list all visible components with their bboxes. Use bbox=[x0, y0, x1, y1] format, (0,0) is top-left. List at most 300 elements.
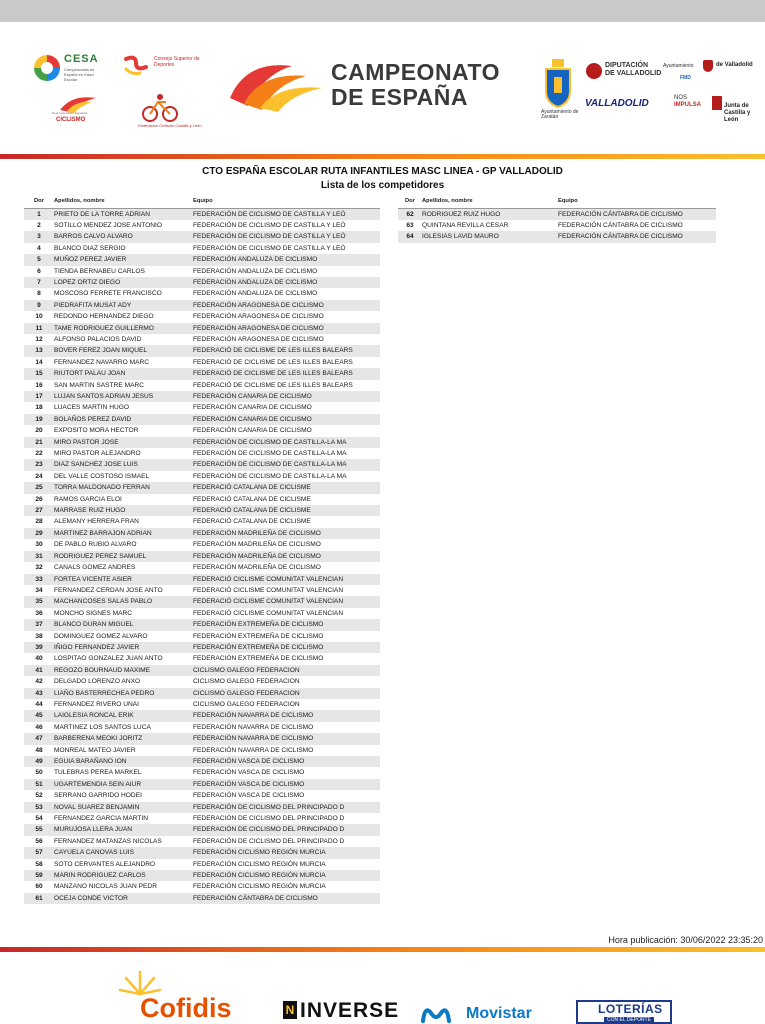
cell-name: TAME RODRIGUEZ GUILLERMO bbox=[54, 323, 193, 334]
cell-dor: 61 bbox=[24, 893, 54, 904]
fcyl-logo-icon bbox=[140, 92, 180, 122]
column-header-team: Equipo bbox=[193, 197, 380, 208]
cell-name: REDONDO HERNANDEZ DIEGO bbox=[54, 313, 154, 321]
cell-name: MONCHO SIGNES MARC bbox=[54, 609, 133, 617]
competitor-table-right bbox=[398, 197, 716, 243]
cell-name: LIAÑO BASTERRECHEA PEDRO bbox=[54, 688, 193, 699]
cesa-logo-icon bbox=[34, 55, 60, 81]
cell-dor: 60 bbox=[35, 883, 43, 891]
cell-dor: 14 bbox=[35, 358, 43, 366]
cell-dor: 8 bbox=[37, 290, 41, 298]
header-divider bbox=[0, 154, 765, 159]
cell-name: RODRIGUEZ RUIZ HUGO bbox=[422, 208, 558, 220]
cell-team: FEDERACIÓN VASCA DE CICLISMO bbox=[193, 779, 380, 790]
cell-dor: 57 bbox=[24, 847, 54, 858]
cell-team: FEDERACIÓN ARAGONESA DE CICLISMO bbox=[193, 313, 324, 321]
table-row bbox=[24, 745, 380, 756]
table-row bbox=[398, 231, 716, 242]
cell-team: FEDERACIÓN MADRILEÑA DE CICLISMO bbox=[193, 528, 380, 539]
diputacion-logo-text bbox=[605, 62, 661, 78]
table-row bbox=[24, 574, 380, 585]
table-row bbox=[24, 414, 380, 425]
cell-team: FEDERACIÓN CÁNTABRA DE CICLISMO bbox=[193, 893, 380, 904]
cell-dor: 39 bbox=[24, 642, 54, 653]
table-row bbox=[24, 425, 380, 436]
cell-name: TIENDA BERNABEU CARLOS bbox=[54, 267, 145, 275]
cell-name: DOMINGUEZ GOMEZ ALVARO bbox=[54, 632, 148, 640]
cell-dor: 55 bbox=[24, 824, 54, 835]
loterias-logo-subtitle: CON EL DEPORTE bbox=[604, 1017, 654, 1023]
cell-name: BLANCO DIAZ SERGIO bbox=[54, 244, 126, 252]
cell-team: FEDERACIÓ CICLISME COMUNITAT VALENCIAN bbox=[193, 596, 380, 607]
jcyl-line2: Castilla y León bbox=[724, 110, 751, 123]
cell-team: FEDERACIÓN DE CICLISMO DE CASTILLA-LA MA bbox=[193, 450, 347, 458]
zaratan-shield-icon bbox=[543, 57, 573, 109]
table-row bbox=[24, 345, 380, 356]
cell-team: FEDERACIÓN CANARIA DE CICLISMO bbox=[193, 414, 380, 425]
cell-dor: 4 bbox=[37, 244, 41, 252]
cell-dor: 28 bbox=[35, 518, 43, 526]
cell-name: FERNANDEZ CERDAN JOSE ANTO bbox=[54, 586, 163, 594]
campeonato-line1: CAMPEONATO bbox=[331, 59, 500, 85]
table-row bbox=[24, 471, 380, 482]
cell-team: FEDERACIÓN CANARIA DE CICLISMO bbox=[193, 391, 380, 402]
table-row bbox=[24, 779, 380, 790]
cell-dor: 27 bbox=[24, 505, 54, 516]
cell-dor: 11 bbox=[24, 323, 54, 334]
cell-name: MACHANCOSES SALAS PABLO bbox=[54, 596, 193, 607]
cell-dor: 56 bbox=[35, 837, 43, 845]
column-header-dor: Dor bbox=[24, 197, 54, 208]
table-row bbox=[24, 631, 380, 642]
cell-team: CICLISMO GALEGO FEDERACION bbox=[193, 700, 300, 708]
cell-dor: 33 bbox=[24, 574, 54, 585]
cell-team: FEDERACIÓN VASCA DE CICLISMO bbox=[193, 792, 305, 800]
cell-team: FEDERACIÓN ANDALUZA DE CICLISMO bbox=[193, 254, 380, 265]
cell-team: FEDERACIÓN CICLISMO REGIÓN MURCIA bbox=[193, 847, 380, 858]
cell-name: BOVER FEREZ JOAN MIQUEL bbox=[54, 345, 193, 356]
cell-team: FEDERACIÓN DE CICLISMO DE CASTILLA-LA MA bbox=[193, 459, 380, 470]
cell-name: DIAZ SANCHEZ JOSE LUIS bbox=[54, 459, 193, 470]
cell-team: FEDERACIÓN DE CICLISMO DE CASTILLA Y LEÓ bbox=[193, 231, 380, 242]
cell-name: MARIN RODRIGUEZ CARLOS bbox=[54, 870, 193, 881]
cell-dor: 64 bbox=[398, 231, 422, 242]
table-row bbox=[24, 596, 380, 607]
cell-team: FEDERACIÓN ANDALUZA DE CICLISMO bbox=[193, 267, 318, 275]
table-row bbox=[24, 824, 380, 835]
loterias-logo-text: LOTERÍAS bbox=[598, 1002, 663, 1016]
cell-dor: 29 bbox=[24, 528, 54, 539]
cell-team: FEDERACIÓN ARAGONESA DE CICLISMO bbox=[193, 323, 380, 334]
table-row bbox=[24, 790, 380, 801]
cell-name: RODRIGUEZ PEREZ SAMUEL bbox=[54, 551, 193, 562]
table-row bbox=[24, 585, 380, 596]
cell-name: RAMOS GARCIA ELOI bbox=[54, 495, 122, 503]
cell-dor: 59 bbox=[24, 870, 54, 881]
cell-team: FEDERACIÓN CÁNTABRA DE CICLISMO bbox=[558, 231, 716, 242]
cell-dor: 6 bbox=[37, 267, 41, 275]
cell-team: FEDERACIÓ CICLISME COMUNITAT VALENCIAN bbox=[193, 574, 380, 585]
cell-name: FERNANDEZ NAVARRO MARC bbox=[54, 358, 150, 366]
table-row bbox=[24, 859, 380, 870]
cell-dor: 19 bbox=[24, 414, 54, 425]
cell-dor: 32 bbox=[35, 564, 43, 572]
cell-team: CICLISMO GALEGO FEDERACION bbox=[193, 678, 300, 686]
jcyl-line1: Junta de bbox=[724, 103, 749, 109]
cell-dor: 54 bbox=[35, 815, 43, 823]
document-title: CTO ESPAÑA ESCOLAR RUTA INFANTILES MASC LINEA - GP VALLADOLID bbox=[202, 166, 563, 177]
cell-name: FERNANDEZ GARCIA MARTIN bbox=[54, 815, 149, 823]
cell-dor: 48 bbox=[35, 746, 43, 754]
table-row bbox=[24, 516, 380, 527]
cell-name: MARTINEZ LOS SANTOS LUCA bbox=[54, 723, 151, 731]
cell-team: FEDERACIÓN MADRILEÑA DE CICLISMO bbox=[193, 551, 380, 562]
cell-dor: 3 bbox=[24, 231, 54, 242]
cell-team: FEDERACIÓN CÁNTABRA DE CICLISMO bbox=[558, 221, 683, 229]
cell-team: FEDERACIÓN DE CICLISMO DE CASTILLA-LA MA bbox=[193, 472, 347, 480]
table-row bbox=[24, 767, 380, 778]
cell-dor: 26 bbox=[35, 495, 43, 503]
cell-team: FEDERACIÓN EXTREMEÑA DE CICLISMO bbox=[193, 655, 324, 663]
table-row bbox=[24, 505, 380, 516]
table-row bbox=[24, 368, 380, 379]
cell-name: LOPEZ ORTIZ DIEGO bbox=[54, 277, 193, 288]
cell-name: NOVAL SUAREZ BENJAMIN bbox=[54, 802, 193, 813]
table-row bbox=[24, 813, 380, 824]
cell-name: LUACES MARTIN HUGO bbox=[54, 404, 129, 412]
cell-team: CICLISMO GALEGO FEDERACION bbox=[193, 688, 380, 699]
impulsa-line2: IMPULSA bbox=[674, 102, 701, 108]
cell-name: BARBERENA MEOKI JORITZ bbox=[54, 733, 193, 744]
table-row bbox=[24, 836, 380, 847]
table-row bbox=[24, 528, 380, 539]
cell-name: PIEDRAFITA MUSAT ADY bbox=[54, 300, 193, 311]
cell-name: DELGADO LORENZO ANXO bbox=[54, 678, 141, 686]
cell-dor: 50 bbox=[35, 769, 43, 777]
cell-name: BLANCO DURAN MIGUEL bbox=[54, 619, 193, 630]
table-row bbox=[398, 220, 716, 231]
cell-team: FEDERACIÓN CICLISMO REGIÓN MURCIA bbox=[193, 860, 326, 868]
table-row bbox=[24, 220, 380, 231]
table-row bbox=[24, 893, 380, 904]
cell-team: FEDERACIÓ DE CICLISME DE LES ILLES BALEARS bbox=[193, 381, 353, 389]
cell-dor: 30 bbox=[35, 541, 43, 549]
inverse-logo-icon: N bbox=[283, 1001, 297, 1019]
cell-name: MUÑOZ PEREZ JAVIER bbox=[54, 254, 193, 265]
cell-dor: 13 bbox=[24, 345, 54, 356]
table-row bbox=[24, 881, 380, 892]
cell-team: FEDERACIÓN ARAGONESA DE CICLISMO bbox=[193, 300, 380, 311]
table-row bbox=[24, 334, 380, 345]
cell-name: DE PABLO RUBIO ALVARO bbox=[54, 541, 137, 549]
impulsa-line1: NOS bbox=[674, 95, 688, 101]
cell-name: LOSPITAO GONZALEZ JUAN ANTO bbox=[54, 655, 163, 663]
cell-team: FEDERACIÓN NAVARRA DE CICLISMO bbox=[193, 710, 380, 721]
table-row bbox=[24, 562, 380, 573]
table-row bbox=[24, 448, 380, 459]
cell-team: FEDERACIÓN CICLISMO REGIÓN MURCIA bbox=[193, 883, 326, 891]
table-row bbox=[24, 551, 380, 562]
rfec-logo-text: CICLISMO bbox=[56, 117, 86, 123]
table-row bbox=[24, 243, 380, 254]
cell-team: FEDERACIÓN CANARIA DE CICLISMO bbox=[193, 404, 312, 412]
cell-dor: 15 bbox=[24, 368, 54, 379]
competitor-table-left bbox=[24, 197, 380, 904]
cell-dor: 10 bbox=[35, 313, 43, 321]
table-row bbox=[24, 437, 380, 448]
csd-logo-text: Consejo Superior de Deportes bbox=[154, 56, 200, 68]
cell-name: CAYUELA CANOVAS LUIS bbox=[54, 847, 193, 858]
column-header-team: Equipo bbox=[558, 197, 716, 208]
rfec-logo-subtitle: Real Federación Española bbox=[52, 111, 88, 115]
cell-team: FEDERACIÓN DE CICLISMO DE CASTILLA Y LEÓ bbox=[193, 244, 346, 252]
table-row bbox=[24, 642, 380, 653]
cell-dor: 42 bbox=[35, 678, 43, 686]
fcyl-logo-text: Federación Ciclismo Castilla y León bbox=[138, 123, 202, 128]
cell-name: OCEJA CONDE VICTOR bbox=[54, 893, 193, 904]
cell-name: SAN MARTIN SASTRE MARC bbox=[54, 381, 145, 389]
cell-dor: 1 bbox=[24, 208, 54, 220]
table-row bbox=[24, 619, 380, 630]
cell-name: PRIETO DE LA TORRE ADRIAN bbox=[54, 208, 193, 220]
cell-team: FEDERACIÓ CICLISME COMUNITAT VALENCIAN bbox=[193, 586, 344, 594]
table-row bbox=[24, 231, 380, 242]
cell-team: FEDERACIÓN DE CICLISMO DE CASTILLA Y LEÓ bbox=[193, 208, 380, 220]
cell-team: FEDERACIÓ CATALANA DE CICLISME bbox=[193, 482, 380, 493]
cell-dor: 41 bbox=[24, 665, 54, 676]
cell-name: UGARTEMENDIA SEIN AIUR bbox=[54, 779, 193, 790]
table-row bbox=[24, 357, 380, 368]
zaratan-line2: Zaratán bbox=[541, 114, 559, 120]
cell-dor: 44 bbox=[35, 700, 43, 708]
cell-dor: 36 bbox=[35, 609, 43, 617]
table-row bbox=[24, 608, 380, 619]
cell-team: FEDERACIÓN DE CICLISMO DEL PRINCIPADO D bbox=[193, 824, 380, 835]
cell-dor: 2 bbox=[37, 221, 41, 229]
cell-dor: 53 bbox=[24, 802, 54, 813]
cell-team: FEDERACIÓ DE CICLISME DE LES ILLES BALEARS bbox=[193, 345, 380, 356]
cell-team: FEDERACIÓN CICLISMO REGIÓN MURCIA bbox=[193, 870, 380, 881]
cell-dor: 47 bbox=[24, 733, 54, 744]
table-row bbox=[24, 802, 380, 813]
valladolid-brand-logo: VALLADOLID bbox=[585, 98, 649, 109]
fmd-logo-text: FMD bbox=[680, 75, 691, 81]
cell-dor: 63 bbox=[406, 221, 414, 229]
table-row bbox=[24, 676, 380, 687]
cofidis-sun-icon bbox=[118, 968, 162, 996]
cell-team: FEDERACIÓ CATALANA DE CICLISME bbox=[193, 518, 311, 526]
cell-name: MANZANO NICOLAS JUAN PEDR bbox=[54, 883, 157, 891]
cofidis-logo-text: Cofidis bbox=[140, 993, 232, 1023]
cell-name: TORRA MALDONADO FERRAN bbox=[54, 482, 193, 493]
cell-name: MARTINEZ BARRAJON ADRIAN bbox=[54, 528, 193, 539]
cell-team: FEDERACIÓ DE CICLISME DE LES ILLES BALEARS bbox=[193, 368, 380, 379]
table-row bbox=[24, 482, 380, 493]
cell-dor: 9 bbox=[24, 300, 54, 311]
table-row bbox=[24, 402, 380, 413]
table-row bbox=[24, 208, 380, 220]
table-row bbox=[24, 539, 380, 550]
cell-name: IÑIGO FERNANDEZ JAVIER bbox=[54, 642, 193, 653]
cell-name: SERRANO GARRIDO HODEI bbox=[54, 792, 142, 800]
table-row bbox=[24, 459, 380, 470]
cell-team: FEDERACIÓN EXTREMEÑA DE CICLISMO bbox=[193, 619, 380, 630]
cell-name: SOTO CERVANTES ALEJANDRO bbox=[54, 860, 156, 868]
cell-team: FEDERACIÓ DE CICLISME DE LES ILLES BALEARS bbox=[193, 358, 353, 366]
cell-team: FEDERACIÓN NAVARRA DE CICLISMO bbox=[193, 746, 314, 754]
cell-team: CICLISMO GALEGO FEDERACION bbox=[193, 665, 380, 676]
cell-team: FEDERACIÓN NAVARRA DE CICLISMO bbox=[193, 733, 380, 744]
cell-team: FEDERACIÓN NAVARRA DE CICLISMO bbox=[193, 723, 314, 731]
cell-name: IGLESIAS LAVID MAURO bbox=[422, 231, 558, 242]
movistar-logo-text: Movistar bbox=[466, 1005, 532, 1022]
cell-dor: 35 bbox=[24, 596, 54, 607]
cell-dor: 20 bbox=[35, 427, 43, 435]
cell-dor: 21 bbox=[24, 437, 54, 448]
cell-name: RIUTORT PALAU JOAN bbox=[54, 368, 193, 379]
cell-team: FEDERACIÓN DE CICLISMO DE CASTILLA-LA MA bbox=[193, 437, 380, 448]
publication-timestamp: Hora publicación: 30/06/2022 23:35:20 bbox=[608, 935, 763, 945]
cell-team: FEDERACIÓN DE CICLISMO DE CASTILLA Y LEÓ bbox=[193, 221, 346, 229]
cell-dor: 40 bbox=[35, 655, 43, 663]
cell-dor: 31 bbox=[24, 551, 54, 562]
cell-name: MOSCOSO FERRETE FRANCISCO bbox=[54, 290, 162, 298]
table-row bbox=[24, 665, 380, 676]
cell-dor: 17 bbox=[24, 391, 54, 402]
table-row bbox=[24, 288, 380, 299]
table-row bbox=[24, 653, 380, 664]
footer-divider bbox=[0, 947, 765, 952]
table-row bbox=[24, 688, 380, 699]
cell-dor: 18 bbox=[35, 404, 43, 412]
jcyl-emblem-icon bbox=[712, 96, 722, 110]
cell-name: QUINTANA REVILLA CESAR bbox=[422, 221, 509, 229]
table-row bbox=[24, 254, 380, 265]
table-row bbox=[24, 494, 380, 505]
zaratan-line1: Ayuntamiento de bbox=[541, 109, 579, 115]
cell-dor: 5 bbox=[24, 254, 54, 265]
table-row bbox=[24, 311, 380, 322]
cell-name: LAIGLESIA RONCAL ERIK bbox=[54, 710, 193, 721]
campeonato-logo-icon bbox=[226, 54, 326, 112]
cell-dor: 12 bbox=[35, 335, 43, 343]
inverse-logo-text: INVERSE bbox=[300, 999, 400, 1022]
cell-dor: 16 bbox=[35, 381, 43, 389]
cell-dor: 45 bbox=[24, 710, 54, 721]
zaratan-logo-text bbox=[541, 110, 578, 120]
ayuntamiento-shield-icon bbox=[703, 60, 713, 72]
cell-dor: 46 bbox=[35, 723, 43, 731]
cell-dor: 24 bbox=[35, 472, 43, 480]
cell-name: TULEBRAS PEREA MARKEL bbox=[54, 769, 142, 777]
cesa-logo-text: CESA bbox=[64, 53, 99, 65]
campeonato-title bbox=[331, 60, 521, 110]
cell-dor: 22 bbox=[35, 450, 43, 458]
cell-dor: 51 bbox=[24, 779, 54, 790]
cell-dor: 34 bbox=[35, 586, 43, 594]
cell-team: FEDERACIÓN DE CICLISMO DEL PRINCIPADO D bbox=[193, 802, 380, 813]
ayuntamiento-prefix: Ayuntamiento bbox=[663, 63, 694, 69]
cell-dor: 58 bbox=[35, 860, 43, 868]
diputacion-line1: DIPUTACIÓN bbox=[605, 62, 649, 69]
cell-name: MURUJOSA LLERA JUAN bbox=[54, 824, 193, 835]
table-row bbox=[24, 300, 380, 311]
cell-team: FEDERACIÓ CATALANA DE CICLISME bbox=[193, 505, 380, 516]
cell-name: FERNANDEZ MATANZAS NICOLAS bbox=[54, 837, 162, 845]
table-row bbox=[24, 722, 380, 733]
nos-impulsa-logo bbox=[674, 95, 701, 109]
cell-team: FEDERACIÓ CATALANA DE CICLISME bbox=[193, 495, 311, 503]
cell-name: LUJAN SANTOS ADRIAN JESUS bbox=[54, 391, 193, 402]
cell-name: FERNANDEZ RIVERO UNAI bbox=[54, 700, 139, 708]
cell-name: MIRO PASTOR JOSE bbox=[54, 437, 193, 448]
table-row bbox=[24, 380, 380, 391]
column-header-dor: Dor bbox=[398, 197, 422, 208]
cell-name: REGOZO BOURNAUD MAXIME bbox=[54, 665, 193, 676]
cell-name: SOTILLO MENDEZ JOSE ANTONIO bbox=[54, 221, 162, 229]
cell-team: FEDERACIÓN DE CICLISMO DEL PRINCIPADO D bbox=[193, 815, 345, 823]
cell-dor: 43 bbox=[24, 688, 54, 699]
table-row bbox=[24, 277, 380, 288]
cell-dor: 37 bbox=[24, 619, 54, 630]
jcyl-logo-text bbox=[724, 103, 765, 124]
cell-name: FORTEA VICENTE ASIER bbox=[54, 574, 193, 585]
table-header-row bbox=[398, 197, 716, 208]
cell-team: FEDERACIÓN MADRILEÑA DE CICLISMO bbox=[193, 541, 321, 549]
table-header-row bbox=[24, 197, 380, 208]
table-row bbox=[24, 710, 380, 721]
cesa-logo-subtitle: Campeonatos de España en Edad Escolar bbox=[64, 67, 95, 82]
column-header-name: Apellidos, nombre bbox=[422, 197, 558, 208]
cell-team: FEDERACIÓN VASCA DE CICLISMO bbox=[193, 769, 305, 777]
cell-name: DEL VALLE COSTOSO ISMAEL bbox=[54, 472, 150, 480]
cell-name: MARRASE RUIZ HUGO bbox=[54, 505, 193, 516]
table-row bbox=[24, 756, 380, 767]
table-row bbox=[24, 847, 380, 858]
cell-team: FEDERACIÓN VASCA DE CICLISMO bbox=[193, 756, 380, 767]
cell-name: BOLAÑOS PEREZ DAVID bbox=[54, 414, 193, 425]
cell-dor: 49 bbox=[24, 756, 54, 767]
cell-team: FEDERACIÓN CÁNTABRA DE CICLISMO bbox=[558, 208, 716, 220]
campeonato-line2: DE ESPAÑA bbox=[331, 84, 468, 110]
diputacion-emblem-icon bbox=[586, 63, 602, 79]
movistar-logo-icon bbox=[421, 1003, 451, 1023]
column-header-name: Apellidos, nombre bbox=[54, 197, 193, 208]
table-row bbox=[24, 870, 380, 881]
table-row bbox=[24, 699, 380, 710]
csd-logo-icon bbox=[122, 55, 150, 77]
cell-team: FEDERACIÓ CICLISME COMUNITAT VALENCIAN bbox=[193, 609, 344, 617]
cell-name: EGUIA BARAÑANO ION bbox=[54, 756, 193, 767]
ayuntamiento-name: de Valladolid bbox=[716, 62, 753, 68]
cell-dor: 7 bbox=[24, 277, 54, 288]
cell-name: MIRO PASTOR ALEJANDRO bbox=[54, 450, 141, 458]
top-gray-bar bbox=[0, 0, 765, 22]
cell-team: FEDERACIÓN ARAGONESA DE CICLISMO bbox=[193, 335, 324, 343]
cell-name: EXPOSITO MORA HECTOR bbox=[54, 427, 139, 435]
diputacion-line2: DE VALLADOLID bbox=[605, 70, 662, 77]
cell-team: FEDERACIÓN EXTREMEÑA DE CICLISMO bbox=[193, 642, 380, 653]
cell-dor: 38 bbox=[35, 632, 43, 640]
table-row bbox=[24, 266, 380, 277]
document-subtitle: Lista de los competidores bbox=[320, 180, 445, 191]
table-row bbox=[398, 208, 716, 220]
cell-team: FEDERACIÓN ANDALUZA DE CICLISMO bbox=[193, 290, 318, 298]
cell-name: BARROS CALVO ALVARO bbox=[54, 231, 193, 242]
cell-name: ALEMANY HERRERA FRAN bbox=[54, 518, 139, 526]
cell-team: FEDERACIÓN DE CICLISMO DEL PRINCIPADO D bbox=[193, 837, 345, 845]
cell-name: MONREAL MATEO JAVIER bbox=[54, 746, 136, 754]
